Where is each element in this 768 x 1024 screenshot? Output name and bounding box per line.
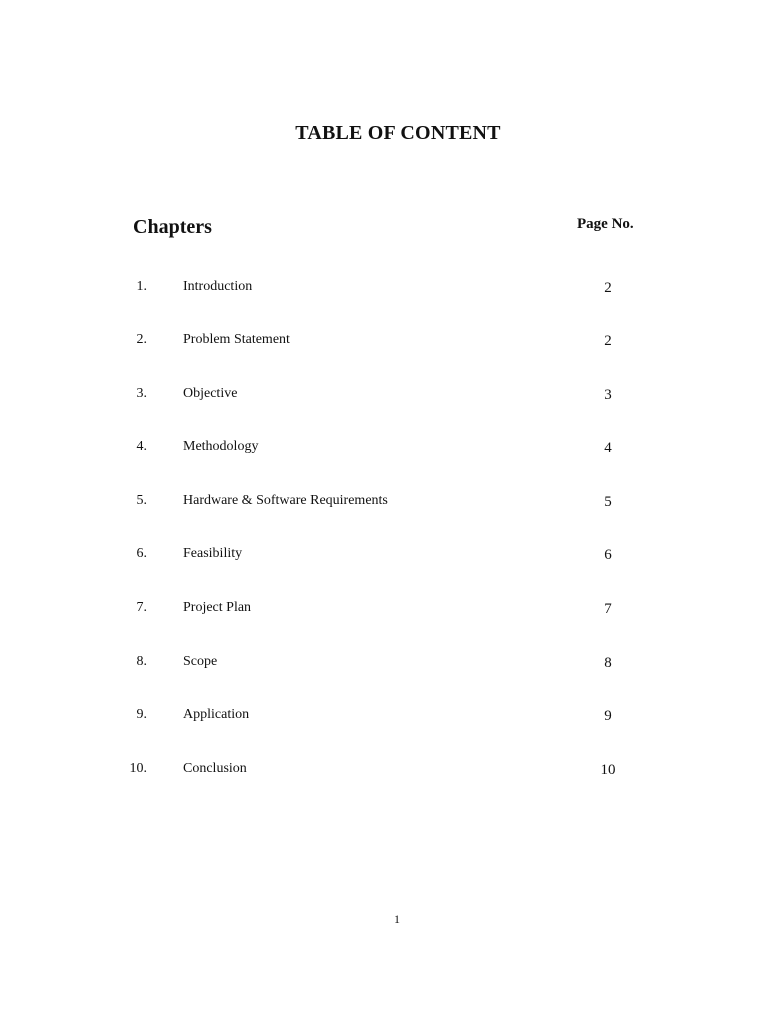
toc-entry-title: Hardware & Software Requirements xyxy=(183,493,388,508)
toc-entry xyxy=(0,761,768,785)
toc-entry-title: Objective xyxy=(183,386,238,401)
toc-entry xyxy=(0,707,768,731)
page-number-column-heading: Page No. xyxy=(577,216,634,232)
toc-entry-title: Conclusion xyxy=(183,761,247,776)
toc-entry xyxy=(0,600,768,624)
toc-entry-number: 6. xyxy=(136,546,147,561)
toc-entry-page: 3 xyxy=(604,387,612,403)
toc-entry-number: 3. xyxy=(136,386,147,401)
toc-entry-page: 5 xyxy=(604,494,612,510)
toc-entry-number: 7. xyxy=(136,600,147,615)
toc-entry-title: Application xyxy=(183,707,250,722)
toc-entry xyxy=(0,493,768,517)
toc-entry-number: 5. xyxy=(136,493,147,508)
toc-entry-number: 10. xyxy=(129,761,147,776)
chapters-column-heading: Chapters xyxy=(133,216,212,238)
document-title: TABLE OF CONTENT xyxy=(295,122,501,144)
toc-entry-title: Methodology xyxy=(183,439,259,454)
toc-entry-page: 4 xyxy=(604,440,612,456)
toc-entry-page: 6 xyxy=(604,547,612,563)
toc-entry xyxy=(0,332,768,356)
toc-entry-title: Introduction xyxy=(183,279,253,294)
footer-page-number: 1 xyxy=(394,912,400,926)
toc-entry xyxy=(0,386,768,410)
toc-entry-page: 10 xyxy=(600,762,616,778)
toc-entry xyxy=(0,654,768,678)
toc-entry-title: Problem Statement xyxy=(183,332,290,347)
toc-entry-number: 2. xyxy=(136,332,147,347)
toc-entry-page: 8 xyxy=(604,655,612,671)
toc-entry xyxy=(0,279,768,303)
toc-entry-number: 1. xyxy=(136,279,147,294)
toc-entry-title: Feasibility xyxy=(183,546,243,561)
toc-entry-title: Project Plan xyxy=(183,600,252,615)
toc-entry-page: 2 xyxy=(604,280,612,296)
toc-entry-number: 8. xyxy=(136,654,147,669)
toc-entry-number: 4. xyxy=(136,439,147,454)
toc-entry-page: 9 xyxy=(604,708,612,724)
toc-entry-title: Scope xyxy=(183,654,218,669)
toc-entry-page: 7 xyxy=(604,601,612,617)
toc-entry-page: 2 xyxy=(604,333,612,349)
toc-entry xyxy=(0,546,768,570)
toc-entry-number: 9. xyxy=(136,707,147,722)
toc-entry xyxy=(0,439,768,463)
